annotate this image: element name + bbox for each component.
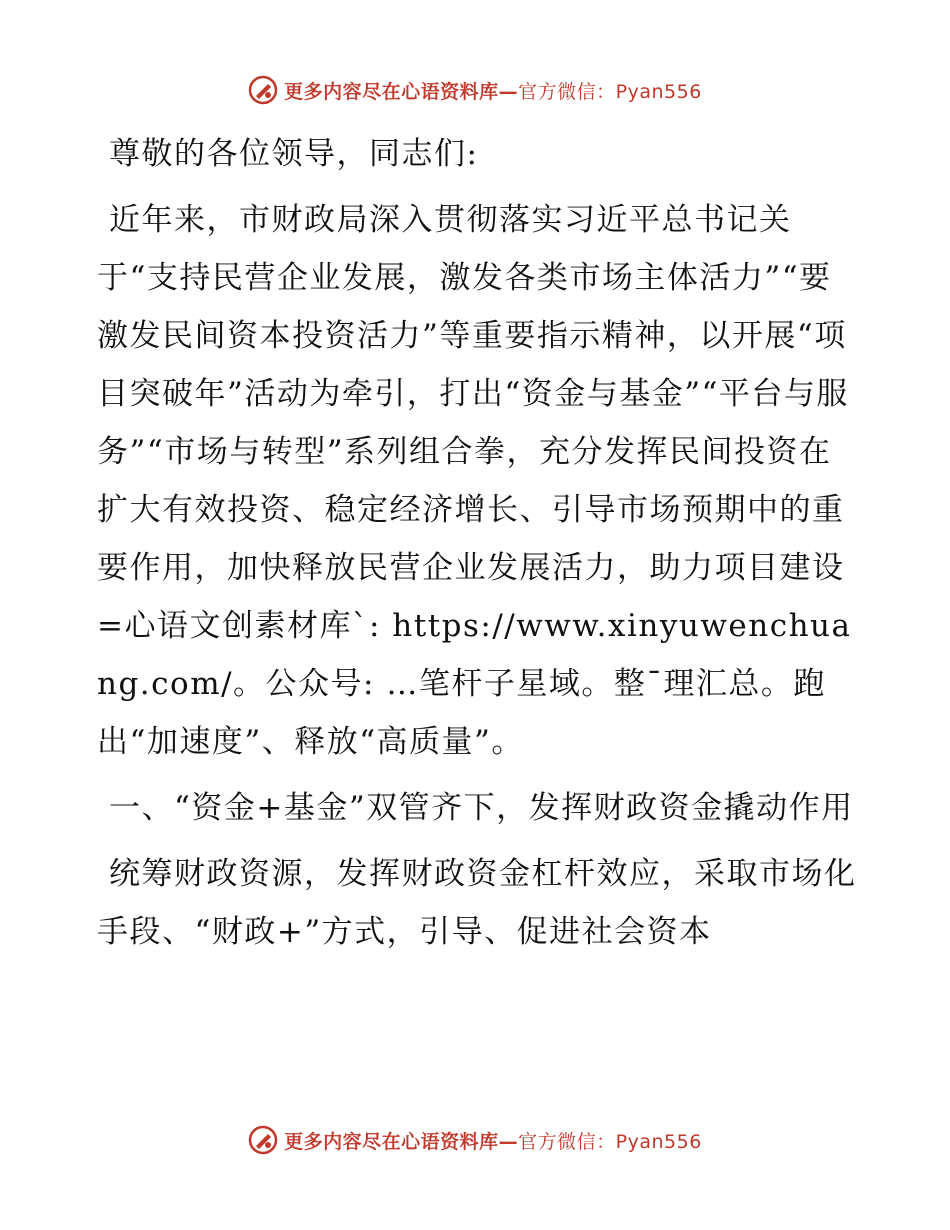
banner-text [284,1127,702,1154]
banner-separator: — [498,1130,519,1153]
footer-banner [0,1120,950,1160]
section-heading: 一、“资金+基金”双管齐下，发挥财政资金撬动作用 [109,790,854,826]
header-banner [0,70,950,110]
banner-wechat-text: 官方微信：Pyan556 [518,1130,702,1153]
banner-text [284,77,702,104]
body-paragraph: 统筹财政资源，发挥财政资金杠杆效应，采取市场化手段、“财政+”方式，引导、促进社会资本 [97,856,857,950]
document-body [97,125,857,969]
body-paragraph: 近年来，市财政局深入贯彻落实习近平总书记关于“支持民营企业发展，激发各类市场主体活力”“要激发民间资本投资活力”等重要指示精神，以开展“项目突破年”活动为牵引，打出“资金与基金”“平台与服务”“市场与转型”系列组合拳，充分发挥民间投资在扩大有效投资、稳定经济增长、引导市场预期中的重要作用，加快释放民营企业发展活力，助力项目建设=心语文创素材库`: https://www.xinyuwenchuang.com/。公众号: …笔杆子星域。整¯理汇总。跑出“加速度”、释放“高质量”。 [97,202,852,760]
banner-separator: — [498,80,519,103]
banner-wechat-text: 官方微信：Pyan556 [518,80,702,103]
brand-logo-icon [248,1125,278,1155]
banner-main-text: 更多内容尽在心语资料库 [284,1130,499,1153]
banner-main-text: 更多内容尽在心语资料库 [284,80,499,103]
brand-logo-icon [248,75,278,105]
salutation: 尊敬的各位领导，同志们: [109,136,479,172]
